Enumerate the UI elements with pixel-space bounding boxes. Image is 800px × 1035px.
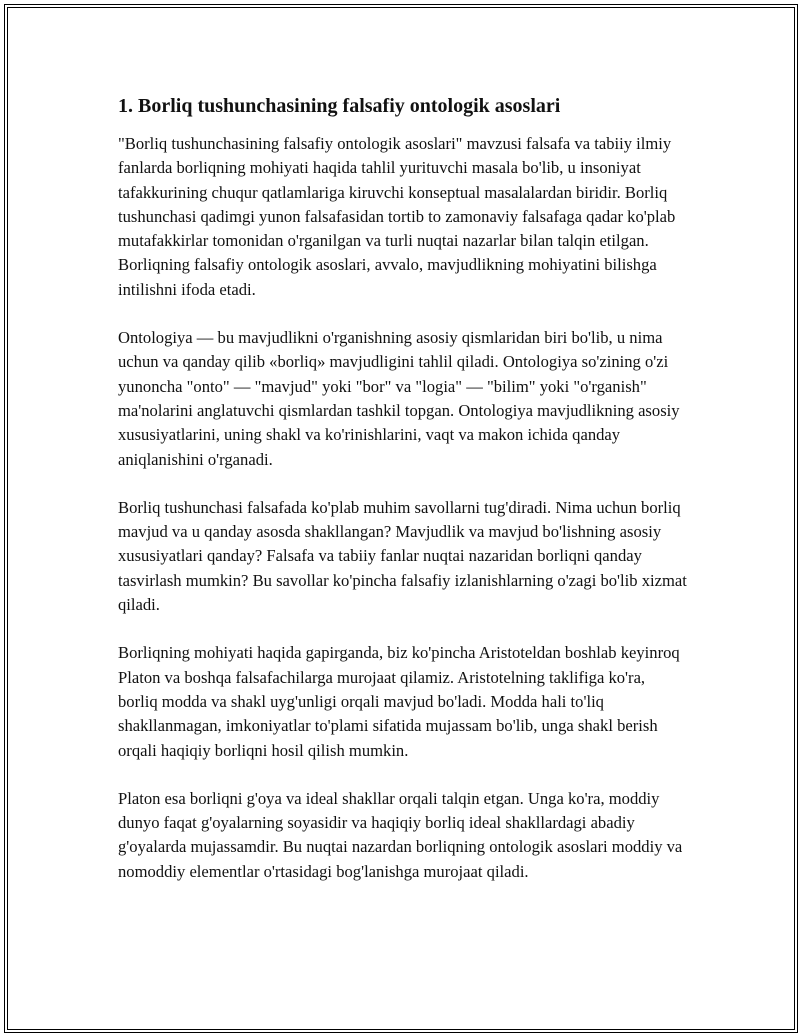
document-title: 1. Borliq tushunchasining falsafiy ontologik asoslari — [118, 95, 561, 117]
paragraph-3: Borliq tushunchasi falsafada ko'plab muhim savollarni tug'diradi. Nima uchun borliq mavjud va u qanday asosda shakllangan? Mavjudlik va mavjud bo'lishning asosiy xususiyatlari qanday? Falsafa va tabiiy fanlar nuqtai nazaridan borliqni qanday tasvirlash mumkin? Bu savollar ko'pincha falsafiy izlanishlarning o'zagi bo'lib xizmat qiladi. — [118, 497, 687, 615]
paragraph-4: Borliqning mohiyati haqida gapirganda, biz ko'pincha Aristoteldan boshlab keyinroq Platon va boshqa falsafachilarga murojaat qilamiz. Aristotelning taklifiga ko'ra, borliq modda va shakl uyg'unligi orqali mavjud bo'ladi. Modda hali to'liq shakllanmagan, imkoniyatlar to'plami sifatida mujassam bo'lib, unga shakl berish orqali haqiqiy borliqni hosil qilish mumkin. — [118, 643, 680, 760]
document-body — [118, 92, 688, 908]
paragraph-1: "Borliq tushunchasining falsafiy ontologik asoslari" mavzusi falsafa va tabiiy ilmiy fanlarda borliqning mohiyati haqida tahlil yurituvchi masala bo'lib, u insoniyat tafakkurining chuqur qatlamlariga kiruvchi konseptual masalalardan biridir. Borliq tushunchasi qadimgi yunon falsafasidan tortib to zamonaviy falsafaga qadar ko'plab mutafakkirlar tomonidan o'rganilgan va turli nuqtai nazarlar bilan talqin etilgan. Borliqning falsafiy ontologik asoslari, avvalo, mavjudlikning mohiyatini bilishga intilishni ifoda etadi. — [118, 134, 676, 299]
paragraph-2: Ontologiya — bu mavjudlikni o'rganishning asosiy qismlaridan biri bo'lib, u nima uchun va qanday qilib «borliq» mavjudligini tahlil qiladi. Ontologiya so'zining o'zi yunoncha "onto" — "mavjud" yoki "bor" va "logia" — "bilim" yoki "o'rganish" ma'nolarini anglatuvchi qismlardan tashkil topgan. Ontologiya mavjudlikning asosiy xususiyatlarini, uning shakl va ko'rinishlarini, vaqt va makon ichida qanday aniqlanishini o'rganadi. — [118, 328, 680, 469]
paragraph-5: Platon esa borliqni g'oya va ideal shakllar orqali talqin etgan. Unga ko'ra, moddiy dunyo faqat g'oyalarning soyasidir va haqiqiy borliq ideal shakllardagi abadiy g'oyalarda mujassamdir. Bu nuqtai nazardan borliqning ontologik asoslari moddiy va nomoddiy elementlar o'rtasidagi bog'lanishga murojaat qiladi. — [118, 788, 683, 881]
